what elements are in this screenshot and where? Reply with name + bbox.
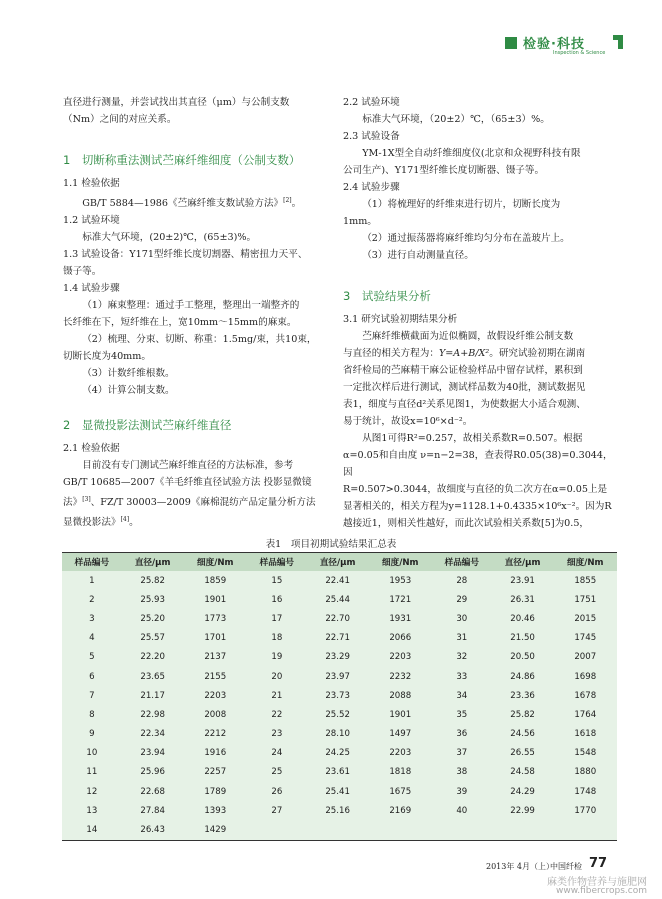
table-cell: 22.99 [492,801,554,820]
watermark-text: 麻类作物营养与施肥网 [547,877,647,888]
table-cell: 20.46 [492,609,554,628]
table-row [62,648,617,667]
footer-journal: 中国纤检 [550,862,582,871]
table-cell: 22.68 [122,782,184,801]
table-cell: 2015 [554,609,617,628]
table-cell [554,820,617,840]
table-cell: 23.73 [307,686,369,705]
table-cell: 1618 [554,725,617,744]
table-cell: 21 [247,686,307,705]
table-cell: 1701 [184,629,247,648]
table-cell: 1 [62,571,122,590]
paragraph-line: 目前没有专门测试苎麻纤维直径的方法标准，参考 [82,460,294,472]
intro-line: （Nm）之间的对应关系。 [63,114,177,125]
intro-line: 直径进行测量，并尝试找出其直径（μm）与公制支数 [63,97,290,108]
table-row [62,609,617,628]
footer-date: 2013年 4月（上） [486,862,554,871]
table-cell [307,820,369,840]
table-cell: 25.16 [307,801,369,820]
table-cell: 23.29 [307,648,369,667]
table-cell: 14 [62,820,122,840]
paragraph-line: 切断长度为40mm。 [63,351,151,363]
table-cell: 20 [247,667,307,686]
table-cell: 25.93 [122,590,184,609]
table-cell: 1953 [369,571,432,590]
paragraph-line: 越接近1，则相关性越好，而此次试验相关系数[5]为0.5， [343,518,590,529]
table-cell: 22.20 [122,648,184,667]
table-cell: 1675 [369,782,432,801]
paragraph-line: （2）梳理、分束、切断、称重：1.5mg/束，共10束， [82,334,317,346]
table-row [62,782,617,801]
table-cell: 24 [247,744,307,763]
table-cell: 22.71 [307,629,369,648]
column-header: 直径/μm [122,553,184,572]
header-square-icon [505,37,517,49]
table-cell: 1901 [369,705,432,724]
column-header: 直径/μm [307,553,369,572]
table-cell: 26.43 [122,820,184,840]
table-cell: 37 [432,744,492,763]
table-row [62,725,617,744]
table-cell: 2155 [184,667,247,686]
table-cell: 1748 [554,782,617,801]
table-cell: 28 [432,571,492,590]
table-cell: 36 [432,725,492,744]
header-subtitle: Inspection & Science [553,50,606,56]
table-cell: 25.44 [307,590,369,609]
subsection-heading: 2.4 试验步骤 [343,182,400,193]
table-cell: 1764 [554,705,617,724]
table-cell: 23.65 [122,667,184,686]
table-cell: 1751 [554,590,617,609]
table-cell: 25 [247,763,307,782]
table-cell: 1855 [554,571,617,590]
table-cell: 24.58 [492,763,554,782]
table-row [62,571,617,590]
table-cell: 2203 [369,744,432,763]
table-cell: 2257 [184,763,247,782]
table-row [62,744,617,763]
table-cell: 1880 [554,763,617,782]
column-header: 样品编号 [432,553,492,572]
table-row [62,763,617,782]
table-cell: 23.36 [492,686,554,705]
table-cell: 34 [432,686,492,705]
table-cell: 1789 [184,782,247,801]
header-title: 检验·科技 [523,37,585,52]
table-row [62,667,617,686]
table-row [62,801,617,820]
paragraph-line: 省纤检局的苎麻精干麻公证检验样品中留存试样，累积到 [343,365,583,376]
table-cell: 24.29 [492,782,554,801]
paragraph-line: 法》[3]、FZ/T 30003—2009《麻棉混纺产品定量分析方法 [63,496,316,509]
paragraph-line: α=0.05和自由度 ν=n−2=38，查表得R0.05(38)=0.3044，因 [343,450,613,478]
table-cell: 15 [247,571,307,590]
table-cell: 18 [247,629,307,648]
table-cell: 24.86 [492,667,554,686]
subsection-heading: 2.1 检验依据 [63,443,120,455]
paragraph-line: 长纤维在下，短纤维在上，宽10mm～15mm的麻束。 [63,317,297,329]
right-column [343,94,618,532]
table-cell: 2008 [184,705,247,724]
column-header: 细度/Nm [184,553,247,572]
table-cell: 20.50 [492,648,554,667]
paragraph-line: 标准大气环境，(20±2)℃，(65±3)%。 [82,232,257,244]
table-cell: 21.50 [492,629,554,648]
table-cell: 13 [62,801,122,820]
table-cell: 1931 [369,609,432,628]
paragraph-line: 苎麻纤维横截面为近似椭圆，故假设纤维公制支数 [362,331,574,342]
table-cell: 22 [247,705,307,724]
table-cell: 1497 [369,725,432,744]
table-cell: 1678 [554,686,617,705]
table-cell: 4 [62,629,122,648]
paragraph-line: 一定批次样后进行测试，测试样品数为40批，测试数据见 [343,382,586,393]
left-column [63,94,331,532]
subsection-heading: 1.2 试验环境 [63,215,120,227]
paragraph-line: （3）计数纤维根数。 [82,368,175,380]
table-cell: 2088 [369,686,432,705]
table-row [62,629,617,648]
table-cell: 2066 [369,629,432,648]
table-row [62,705,617,724]
table-row [62,820,617,840]
subsection-heading: 1.1 检验依据 [63,178,120,189]
column-header: 样品编号 [62,553,122,572]
table-cell [492,820,554,840]
table-cell: 23.91 [492,571,554,590]
table-cell: 29 [432,590,492,609]
table-cell: 25.57 [122,629,184,648]
table-cell: 23 [247,725,307,744]
section-2-title: 2 显微投影法测试苎麻纤维直径 [63,418,232,433]
paragraph-line: （4）计算公制支数。 [82,385,175,397]
table-cell [432,820,492,840]
subsection-heading: 3.1 研究试验初期结果分析 [343,314,458,325]
paragraph-line: GB/T 10685—2007《羊毛纤维直径试验方法 投影显微镜 [63,477,312,489]
section-header [505,33,623,59]
table-cell: 23.61 [307,763,369,782]
table-cell: 33 [432,667,492,686]
table-cell: 38 [432,763,492,782]
table-cell: 1698 [554,667,617,686]
paragraph-line: 显微投影法》[4]。 [63,516,139,529]
table-cell: 3 [62,609,122,628]
column-header: 样品编号 [247,553,307,572]
table-cell: 26.55 [492,744,554,763]
table-cell: 6 [62,667,122,686]
watermark-url: www.fibercrops.com [556,886,647,896]
header-corner-icon [613,35,623,49]
table-cell: 2 [62,590,122,609]
table-header-row [62,553,617,572]
table-cell: 2232 [369,667,432,686]
table-cell: 1916 [184,744,247,763]
table-cell: 2203 [184,686,247,705]
table-cell: 2169 [369,801,432,820]
table-row [62,590,617,609]
table-cell: 22.70 [307,609,369,628]
table-cell: 27.84 [122,801,184,820]
table-cell: 40 [432,801,492,820]
paragraph-line: 公司生产)、Y171型纤维长度切断器、镊子等。 [343,165,545,176]
table-cell: 23.97 [307,667,369,686]
table-row [62,686,617,705]
table-cell: 16 [247,590,307,609]
table-cell: 2137 [184,648,247,667]
table-cell: 2212 [184,725,247,744]
table-cell: 22.98 [122,705,184,724]
table-cell: 25.41 [307,782,369,801]
paragraph-line: 显著相关的，相关方程为y=1128.1+0.4335×10⁶x⁻²。因为R [343,501,612,512]
subsection-heading: 2.2 试验环境 [343,97,400,108]
table-cell: 19 [247,648,307,667]
table-cell: 5 [62,648,122,667]
subsection-heading: 1.4 试验步骤 [63,283,120,295]
paragraph-line: 与直径的相关方程为：Y=A+B/X²。研究试验初期在湖南 [343,348,586,359]
table-cell: 27 [247,801,307,820]
table-cell: 23.94 [122,744,184,763]
table-cell: 25.52 [307,705,369,724]
table-cell: 24.56 [492,725,554,744]
subsection-heading: 2.3 试验设备 [343,131,400,142]
table-cell: 7 [62,686,122,705]
table-cell: 1548 [554,744,617,763]
table-cell: 1859 [184,571,247,590]
table-cell: 25.20 [122,609,184,628]
table-caption: 表1 项目初期试验结果汇总表 [265,539,397,550]
table-cell: 2203 [369,648,432,667]
table-cell: 1745 [554,629,617,648]
table-cell: 21.17 [122,686,184,705]
column-header: 细度/Nm [554,553,617,572]
paragraph-line: 镊子等。 [63,266,102,278]
table-cell: 9 [62,725,122,744]
column-header: 细度/Nm [369,553,432,572]
results-table [62,552,617,841]
table-cell: 1393 [184,801,247,820]
paragraph-line: 1mm。 [343,216,377,227]
table-cell: 1901 [184,590,247,609]
paragraph-line: （3）进行自动测量直径。 [362,250,474,261]
table-cell: 31 [432,629,492,648]
paragraph-line: （1）将梳理好的纤维束进行切片，切断长度为 [362,199,561,210]
table-cell: 1429 [184,820,247,840]
table-cell [369,820,432,840]
table-cell: 22.34 [122,725,184,744]
table-cell: 25.96 [122,763,184,782]
table-cell: 32 [432,648,492,667]
table-cell: 25.82 [492,705,554,724]
table-cell: 1770 [554,801,617,820]
table-cell: 17 [247,609,307,628]
table-cell [247,820,307,840]
paragraph-line: 标准大气环境，（20±2）℃，（65±3）%。 [362,114,550,125]
table-cell: 1818 [369,763,432,782]
table-cell: 25.82 [122,571,184,590]
paragraph-line: 表1，细度与直径d²关系见图1，为使数据大小适合观测、 [343,399,586,410]
page-number: 77 [589,856,608,871]
table-cell: 12 [62,782,122,801]
table-cell: 8 [62,705,122,724]
paragraph-line: 从图1可得R²=0.257，故相关系数R=0.507。根据 [362,433,583,444]
section-1-title: 1 切断称重法测试苎麻纤维细度（公制支数） [63,153,301,167]
paragraph-line: YM-1X型全自动纤维细度仪(北京和众视野科技有限 [362,148,581,159]
table-cell: 10 [62,744,122,763]
paragraph-line: 1.3 试验设备：Y171型纤维长度切割器、精密扭力天平、 [63,249,308,261]
table-cell: 2007 [554,648,617,667]
table-cell: 28.10 [307,725,369,744]
paragraph-line: R=0.507>0.3044，故细度与直径的负二次方在α=0.05上是 [343,484,608,495]
table-cell: 24.25 [307,744,369,763]
paragraph-line: （2）通过振荡器将麻纤维均匀分布在盖玻片上。 [362,233,570,244]
table-cell: 1773 [184,609,247,628]
table-cell: 22.41 [307,571,369,590]
table-cell: 1721 [369,590,432,609]
column-header: 直径/μm [492,553,554,572]
section-3-title: 3 试验结果分析 [343,289,431,303]
table-cell: 35 [432,705,492,724]
table-cell: 26 [247,782,307,801]
table-cell: 30 [432,609,492,628]
paragraph-line: （1）麻束整理：通过手工整理，整理出一端整齐的 [82,300,300,312]
table-cell: 11 [62,763,122,782]
paragraph-line: 易于统计，故设x=10⁶×d⁻²。 [343,416,473,427]
table-cell: 39 [432,782,492,801]
table-cell: 26.31 [492,590,554,609]
paragraph-line: GB/T 5884—1986《苎麻纤维支数试验方法》[2]。 [82,197,302,210]
